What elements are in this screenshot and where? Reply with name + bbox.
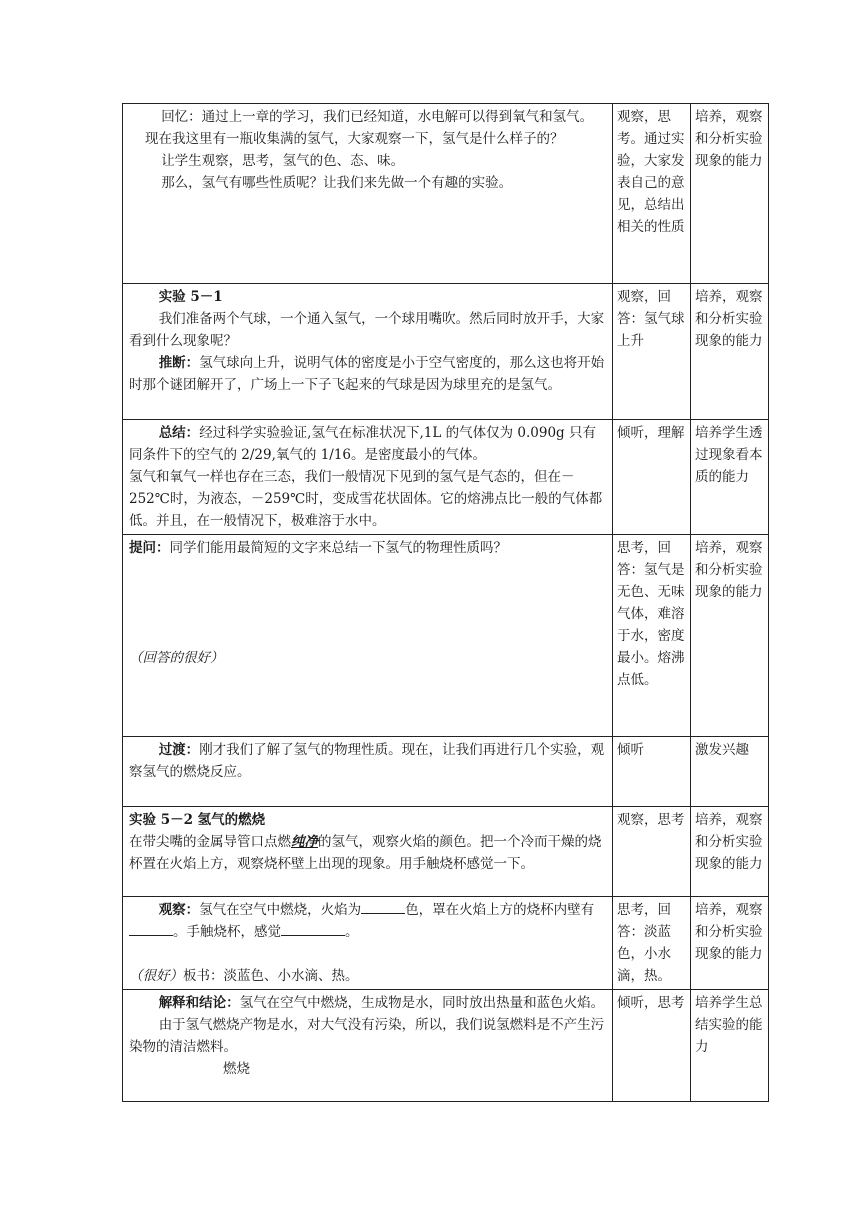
summary-paragraph bbox=[129, 422, 606, 466]
design-intent-cell: 培养学生总结实验的能力 bbox=[691, 990, 769, 1102]
teacher-activity-cell bbox=[123, 104, 613, 284]
states-paragraph: 氢气和氧气一样也存在三态，我们一般情况下见到的氢气是气态的，但在－252℃时，为液态，－259℃时，变成雪花状固体。它的熔沸点比一般的气体都低。并且，在一般情况下，极难溶于水中。 bbox=[129, 469, 603, 529]
conclusion-label: 解释和结论： bbox=[158, 995, 240, 1011]
table-row bbox=[123, 420, 769, 535]
teacher-activity-cell bbox=[123, 807, 613, 897]
board-paragraph bbox=[129, 965, 606, 987]
observation-text-a: 氢气在空气中燃烧，火焰为 bbox=[199, 902, 362, 918]
teacher-activity-cell bbox=[123, 535, 613, 737]
question-paragraph bbox=[129, 537, 606, 559]
summary-text: 经过科学实验验证,氢气在标准状况下,1L 的气体仅为 0.090g 只有同条件下的空气的 2/29,氧气的 1/16。是密度最小的气体。 bbox=[129, 425, 596, 463]
question-label: 提问： bbox=[129, 540, 170, 556]
inference-paragraph bbox=[129, 352, 606, 396]
design-intent-cell: 培养，观察和分析实验现象的能力 bbox=[691, 535, 769, 737]
student-activity-cell: 倾听，理解 bbox=[613, 420, 691, 535]
teacher-activity-cell bbox=[123, 284, 613, 420]
recall-paragraph: 回忆：通过上一章的学习，我们已经知道，水电解可以得到氧气和氢气。现在我这里有一瓶收集满的氢气，大家观察一下，氢气是什么样子的？ bbox=[145, 109, 594, 147]
board-text: 板书：淡蓝色、小水滴、热。 bbox=[183, 968, 359, 984]
design-intent-cell: 培养，观察和分析实验现象的能力 bbox=[691, 104, 769, 284]
summary-label: 总结： bbox=[158, 425, 200, 441]
wall-blank bbox=[129, 921, 173, 936]
student-activity-cell: 倾听，思考 bbox=[613, 990, 691, 1102]
experiment-text-b: 的氢气，观察火焰的颜色。把一个冷而干燥的烧杯置在火焰上方，观察烧杯壁上出现的现象。用手触烧杯感觉一下。 bbox=[129, 834, 602, 872]
table-row bbox=[123, 897, 769, 990]
student-activity-cell: 观察，思考。通过实验，大家发表自己的意见，总结出相关的性质 bbox=[613, 104, 691, 284]
table-row bbox=[123, 104, 769, 284]
transition-paragraph bbox=[129, 739, 606, 783]
color-blank bbox=[361, 899, 405, 914]
clean-fuel-paragraph: 由于氢气燃烧产物是水，对大气没有污染，所以，我们说氢燃料是不产生污染物的清洁燃料。 bbox=[129, 1017, 605, 1055]
praise-text: （回答的很好） bbox=[129, 650, 224, 666]
design-intent-cell: 培养，观察和分析实验现象的能力 bbox=[691, 807, 769, 897]
question-paragraph: 那么，氢气有哪些性质呢？让我们来先做一个有趣的实验。 bbox=[161, 175, 513, 191]
conclusion-paragraph bbox=[129, 992, 606, 1014]
feel-blank bbox=[281, 921, 345, 936]
observation-text-b: 色，罩在火焰上方的烧杯内壁有 bbox=[405, 902, 595, 918]
inference-label: 推断： bbox=[158, 355, 200, 371]
design-intent-cell: 培养，观察和分析实验现象的能力 bbox=[691, 897, 769, 990]
student-activity-cell: 观察，回答：氢气球上升 bbox=[613, 284, 691, 420]
observation-label: 观察： bbox=[158, 902, 200, 918]
table-row bbox=[123, 284, 769, 420]
teacher-activity-cell bbox=[123, 897, 613, 990]
experiment-text-a: 在带尖嘴的金属导管口点燃 bbox=[129, 834, 291, 850]
design-intent-cell: 培养，观察和分析实验现象的能力 bbox=[691, 284, 769, 420]
transition-label: 过渡： bbox=[158, 742, 200, 758]
question-text: 同学们能用最简短的文字来总结一下氢气的物理性质吗？ bbox=[169, 540, 507, 556]
table-row bbox=[123, 807, 769, 897]
student-activity-cell: 思考，回答：氢气是无色、无味气体，难溶于水，密度最小。熔沸点低。 bbox=[613, 535, 691, 737]
observation-text-c: 。手触烧杯，感觉 bbox=[173, 924, 281, 940]
experiment-text bbox=[129, 831, 606, 875]
experiment-title: 实验 5－2 氢气的燃烧 bbox=[129, 812, 266, 828]
equation-label: 燃烧 bbox=[223, 1061, 250, 1077]
inference-text: 氢气球向上升，说明气体的密度是小于空气密度的，那么这也将开始时那个谜团解开了，广场上一下子飞起来的气球是因为球里充的是氢气。 bbox=[129, 355, 605, 393]
conclusion-text: 氢气在空气中燃烧，生成物是水，同时放出热量和蓝色火焰。 bbox=[239, 995, 605, 1011]
lesson-plan-table bbox=[122, 103, 769, 1102]
teacher-activity-cell bbox=[123, 990, 613, 1102]
student-activity-cell: 思考，回答：淡蓝色，小水滴，热。 bbox=[613, 897, 691, 990]
design-intent-cell: 激发兴趣 bbox=[691, 737, 769, 807]
student-activity-cell: 观察，思考 bbox=[613, 807, 691, 897]
student-activity-cell: 倾听 bbox=[613, 737, 691, 807]
observation-paragraph bbox=[129, 899, 606, 943]
design-intent-cell: 培养学生透过现象看本质的能力 bbox=[691, 420, 769, 535]
table-row bbox=[123, 990, 769, 1102]
emphasis-text: 纯净 bbox=[291, 834, 318, 850]
experiment-text: 我们准备两个气球，一个通入氢气，一个球用嘴吹。然后同时放开手，大家看到什么现象呢？ bbox=[129, 311, 605, 349]
transition-text: 刚才我们了解了氢气的物理性质。现在，让我们再进行几个实验，观察氢气的燃烧反应。 bbox=[129, 742, 605, 780]
experiment-title: 实验 5－1 bbox=[158, 289, 223, 305]
teacher-activity-cell bbox=[123, 420, 613, 535]
observe-paragraph: 让学生观察，思考，氢气的色、态、味。 bbox=[161, 153, 405, 169]
teacher-activity-cell bbox=[123, 737, 613, 807]
praise-text: （很好） bbox=[129, 968, 183, 984]
table-row bbox=[123, 535, 769, 737]
observation-text-d: 。 bbox=[345, 924, 359, 940]
table-row bbox=[123, 737, 769, 807]
